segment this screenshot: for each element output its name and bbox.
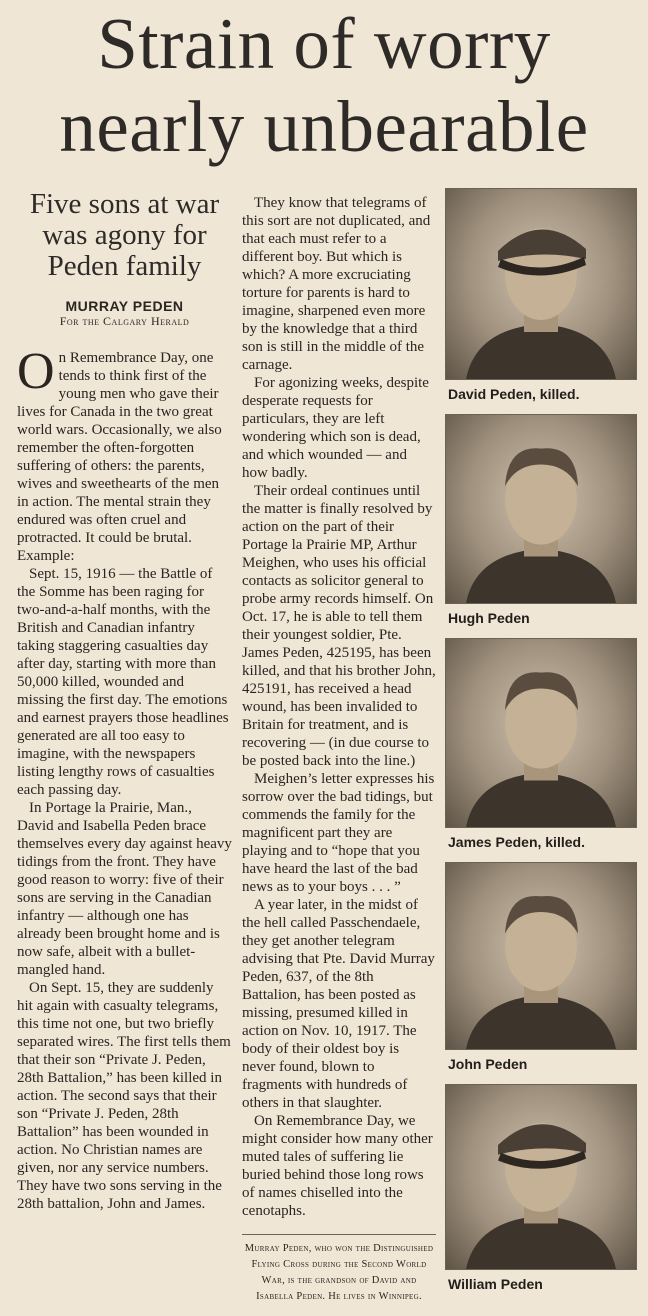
photo-caption: James Peden, killed. [448,834,585,850]
portrait-silhouette [446,1085,636,1269]
paragraph: Their ordeal continues until the matter is finally resolved by action on the part of their Portage la Prairie MP, Arthur Meighen, who uses his official contacts as solicitor general to probe army records himself. On Oct. 17, he is able to tell them their youngest soldier, Pte. James Peden, 425195, has been killed, and that his brother John, 425191, has received a head wound, has been invalided to Britain for treatment, and is recovering — (in due course to be posted back into the line.) [242,483,436,769]
photo-caption: William Peden [448,1276,543,1292]
headline-line-1: Strain of worry [97,3,551,84]
portrait-silhouette [446,863,636,1049]
paragraph: On Sept. 15, they are suddenly hit again with casualty telegrams, this time not one, but two briefly separated wires. The first tells them that their son “Private J. Peden, 28th Battalion,” has been killed in action. The second says that their son “Private J. Peden, 28th Battalion” has been wounded in action. No Christian names are given, nor any service numbers. They have two sons serving in the 28th battalion, John and James. [17,980,231,1212]
paragraph: Meighen’s letter expresses his sorrow over the bad tidings, but commends the family for the magnificent part they are playing and to “hope that you have heard the last of the bad news as to your boys . . . ” [242,771,435,895]
portrait-silhouette [446,639,636,827]
paragraph: On Remembrance Day, we might consider how many other muted tales of suffering lie buried behind those long rows of names chiselled into the cenotaphs. [242,1113,433,1219]
paragraph: Sept. 15, 1916 — the Battle of the Somme has been raging for two-and-a-half months, with the British and Canadian infantry taking staggering casualties day after day, starting with more than 50,000 killed, wounded and missing the first day. The emotions and earnest prayers those headlines generated are all too easy to imagine, with the newspapers listing lengthy rows of casualties each passing day. [17,566,229,798]
photo-caption: David Peden, killed. [448,386,580,402]
paragraph-text: n Remembrance Day, one tends to think first of the young men who gave their lives for Canada in the two great world wars. Occasionally, we also remember the often-forgotten suffering of others: the parents, wives and sweethearts of the men in action. The mental strain they endured was often cruel and protracted. It could be brutal. Example: [17,350,222,564]
uniform-shoulders [466,1216,616,1269]
paragraph [17,343,232,565]
portrait-photo-hugh [445,414,637,604]
paragraph: In Portage la Prairie, Man., David and Isabella Peden brace themselves every day against heavy tidings from the front. They have good reason to worry: five of their sons are serving in the Canadian infantry — although one has already been brought home and is now safe, albeit with a bullet-mangled hand. [17,800,232,978]
portrait-photo-william [445,1084,637,1270]
portrait-silhouette [446,189,636,379]
uniform-shoulders [466,773,616,827]
uniform-shoulders [466,549,616,603]
photo-column [445,188,642,1304]
headline [8,2,640,168]
portrait-photo-david [445,188,637,380]
paragraph: They know that telegrams of this sort are not duplicated, and that each must refer to a different boy. But which is which? A more excruciating torture for parents is hard to imagine, sharpened even more by the knowledge that a third son is still in the middle of the carnage. [242,195,431,373]
byline-org: For the Calgary Herald [59,314,190,328]
uniform-shoulders [466,324,616,379]
paragraph: A year later, in the midst of the hell called Passchendaele, they get another telegram advising that Pte. David Murray Peden, 637, of the 8th Battalion, has been posted as missing, presumed killed in action on Nov. 10, 1917. The body of their oldest boy is never found, blown to fragments with hundreds of others in that slaughter. [242,897,435,1111]
headline-line-2: nearly unbearable [59,86,589,167]
photo-caption: John Peden [448,1056,528,1072]
photo-caption: Hugh Peden [448,610,530,626]
portrait-photo-john [445,862,637,1050]
subhead: Five sons at war was agony for Peden family [29,188,220,282]
drop-cap: O [17,343,55,400]
byline-name: MURRAY PEDEN [65,298,184,314]
article-column-2 [242,194,436,1305]
article-column-1 [17,189,232,1213]
portrait-silhouette [446,415,636,603]
byline [17,298,232,329]
paragraph: For agonizing weeks, despite desperate requests for particulars, they are left wondering which son is dead, and which wounded — and how badly. [242,375,429,481]
portrait-photo-james [445,638,637,828]
uniform-shoulders [466,995,616,1049]
author-credit: Murray Peden, who won the Distinguished Flying Cross during the Second World War, is the grandson of David and Isabella Peden. He lives in Winnipeg. [242,1234,436,1305]
